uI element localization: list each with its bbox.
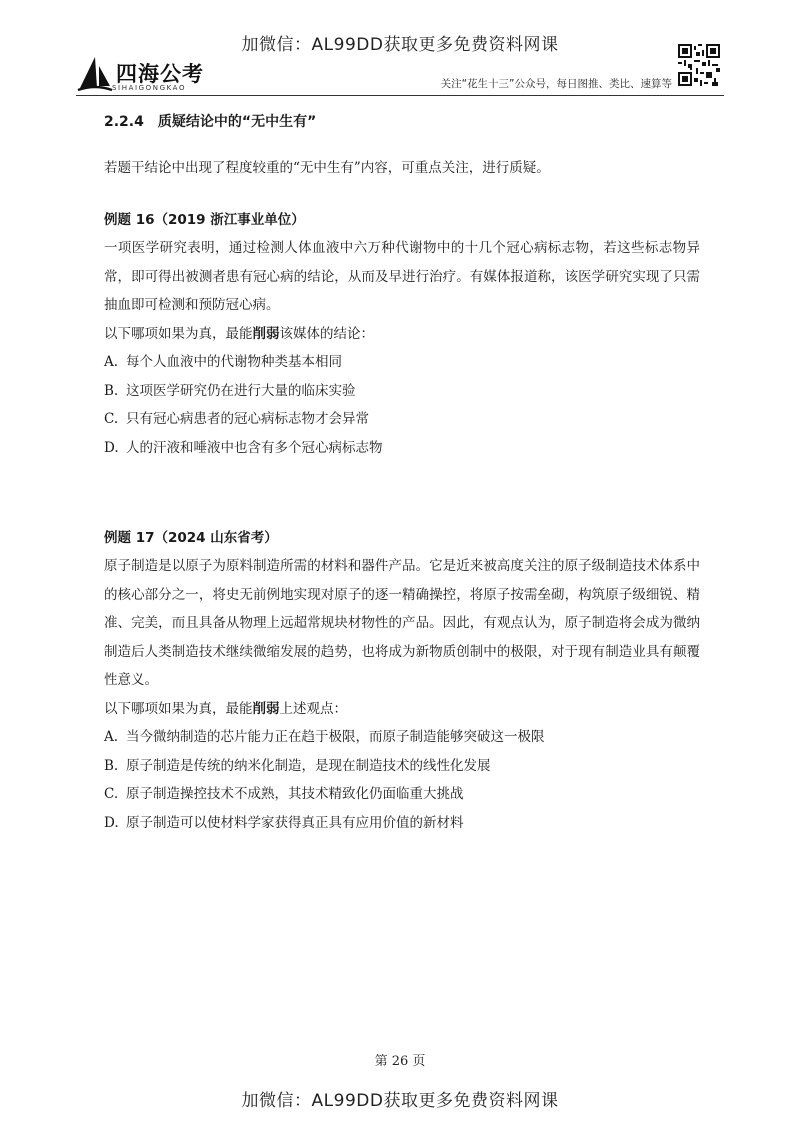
- section-number: 2.2.4: [104, 114, 144, 130]
- option-text: 每个人血液中的代谢物种类基本相同: [126, 354, 342, 370]
- page-content: [104, 108, 700, 837]
- option-letter: A.: [104, 729, 119, 745]
- option-letter: B.: [104, 382, 119, 399]
- question-suffix: 上述观点：: [279, 700, 347, 717]
- option-letter: D.: [104, 814, 119, 831]
- option-text: 这项医学研究仍在进行大量的临床实验: [126, 382, 356, 399]
- option-a: [104, 348, 700, 377]
- page-number: 第 26 页: [374, 1054, 426, 1069]
- header-note: 关注“花生十三”公众号，每日图推、类比、速算等: [440, 78, 672, 90]
- header-divider: [76, 95, 724, 96]
- logo-subtitle: SIHAIGONGKAO: [112, 84, 187, 92]
- option-c: [104, 780, 700, 809]
- example-title: 例题 16（2019 浙江事业单位）: [104, 212, 305, 228]
- logo: [76, 54, 236, 98]
- example-17: [104, 524, 700, 837]
- option-text: 人的汗液和唾液中也含有多个冠心病标志物: [126, 439, 383, 456]
- top-banner: 加微信：AL99DD获取更多免费资料网课: [241, 35, 559, 55]
- option-b: [104, 752, 700, 781]
- example-title: 例题 17（2024 山东省考）: [104, 530, 278, 546]
- logo-name: 四海公考: [116, 62, 204, 86]
- example-16: [104, 206, 700, 462]
- option-text: 只有冠心病患者的冠心病标志物才会异常: [126, 411, 369, 427]
- option-letter: B.: [104, 757, 119, 774]
- question-keyword: 削弱: [252, 700, 280, 717]
- option-d: [104, 434, 700, 463]
- section-title: 质疑结论中的“无中生有”: [157, 114, 317, 130]
- qr-code-icon: [678, 44, 720, 86]
- question-prefix: 以下哪项如果为真，最能: [104, 700, 253, 717]
- question-line: [104, 695, 700, 724]
- option-text: 原子制造操控技术不成熟，其技术精致化仍面临重大挑战: [126, 786, 464, 802]
- option-text: 当今微纳制造的芯片能力正在趋于极限，而原子制造能够突破这一极限: [126, 729, 545, 745]
- sail-logo-icon: [76, 54, 114, 94]
- question-suffix: 该媒体的结论：: [279, 325, 374, 342]
- option-letter: D.: [104, 439, 119, 456]
- question-prefix: 以下哪项如果为真，最能: [104, 325, 253, 342]
- option-text: 原子制造是传统的纳米化制造，是现在制造技术的线性化发展: [126, 757, 491, 774]
- section-heading: [104, 108, 700, 136]
- option-a: [104, 723, 700, 752]
- question-line: [104, 320, 700, 349]
- option-text: 原子制造可以使材料学家获得真正具有应用价值的新材料: [126, 814, 464, 831]
- question-keyword: 削弱: [252, 325, 280, 342]
- option-d: [104, 809, 700, 838]
- example-stem: 原子制造是以原子为原料制造所需的材料和器件产品。它是近来被高度关注的原子级制造技术体系中的核心部分之一，将史无前例地实现对原子的逐一精确操控，将原子按需垒砌，构筑原子级细锐、精准、完美，而且具备从物理上远超常规块材物性的产品。因此，有观点认为，原子制造将会成为微纳制造后人类制造技术继续微缩发展的趋势，也将成为新物质创制中的极限，对于现有制造业具有颠覆性意义。: [104, 558, 700, 688]
- option-letter: A.: [104, 354, 119, 370]
- bottom-banner: 加微信：AL99DD获取更多免费资料网课: [241, 1091, 559, 1111]
- option-letter: C.: [104, 786, 119, 802]
- option-c: [104, 405, 700, 434]
- example-stem: 一项医学研究表明，通过检测人体血液中六万种代谢物中的十几个冠心病标志物，若这些标志物异常，即可得出被测者患有冠心病的结论，从而及早进行治疗。有媒体报道称，该医学研究实现了只需抽血即可检测和预防冠心病。: [104, 240, 700, 313]
- option-b: [104, 377, 700, 406]
- option-letter: C.: [104, 411, 119, 427]
- section-intro: 若题干结论中出现了程度较重的“无中生有”内容，可重点关注，进行质疑。: [104, 160, 550, 176]
